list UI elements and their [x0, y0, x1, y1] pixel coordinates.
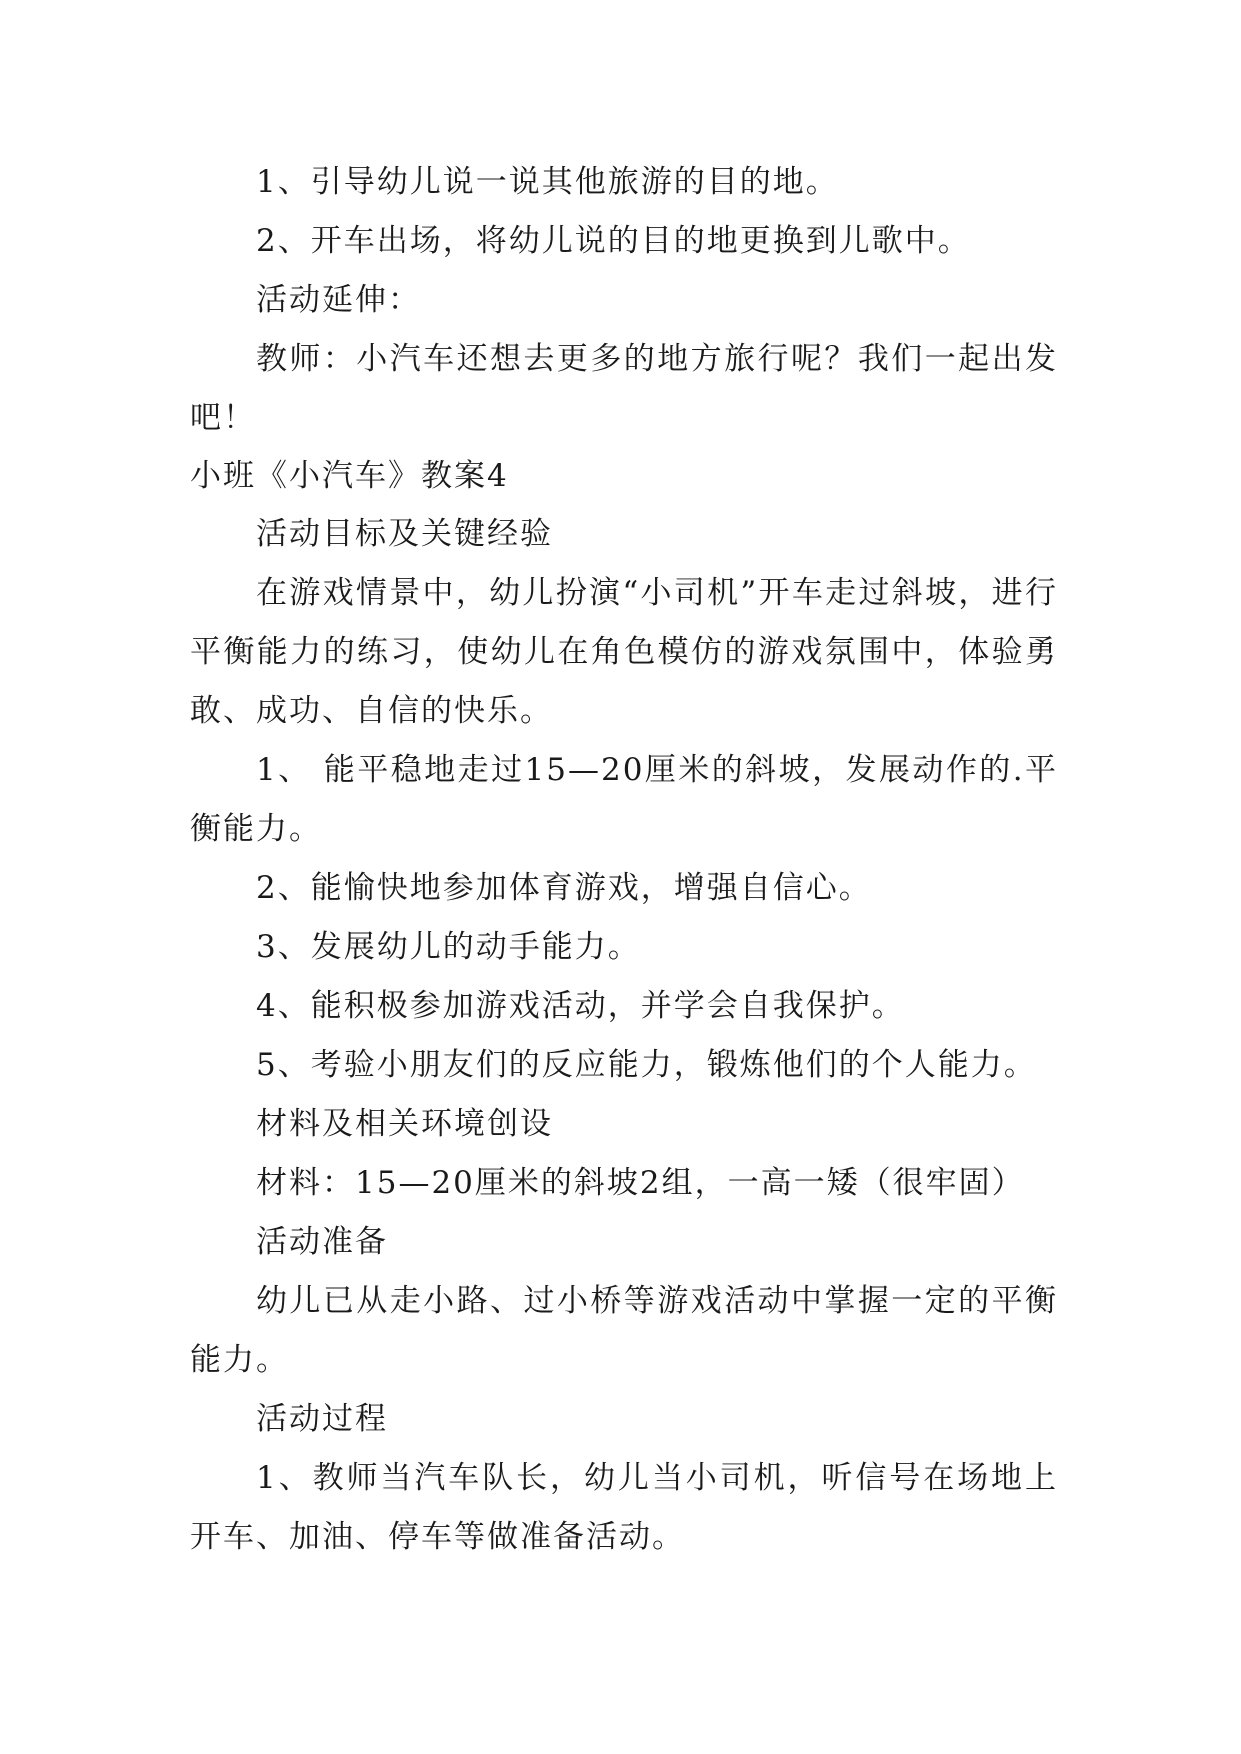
paragraph-goals-intro: 在游戏情景中，幼儿扮演“小司机”开车走过斜坡，进行平衡能力的练习，使幼儿在角色模仿的游戏氛围中，体验勇敢、成功、自信的快乐。	[190, 575, 1058, 729]
heading-materials: 材料及相关环境创设	[256, 1106, 553, 1142]
goal-item-5: 5、考验小朋友们的反应能力，锻炼他们的个人能力。	[256, 1047, 1037, 1083]
goal-item-2: 2、能愉快地参加体育游戏，增强自信心。	[256, 870, 872, 906]
document-body	[190, 153, 1058, 1567]
goal-item-4: 4、能积极参加游戏活动，并学会自我保护。	[256, 988, 905, 1024]
paragraph-drive-out: 2、开车出场，将幼儿说的目的地更换到儿歌中。	[256, 223, 971, 259]
paragraph-preparation: 幼儿已从走小路、过小桥等游戏活动中掌握一定的平衡能力。	[190, 1283, 1058, 1378]
section-title-lesson-4: 小班《小汽车》教案4	[190, 458, 509, 494]
paragraph-guide-destinations: 1、引导幼儿说一说其他旅游的目的地。	[256, 164, 839, 200]
process-item-1: 1、教师当汽车队长，幼儿当小司机，听信号在场地上开车、加油、停车等做准备活动。	[190, 1460, 1058, 1555]
heading-preparation: 活动准备	[256, 1224, 388, 1260]
paragraph-teacher-line: 教师：小汽车还想去更多的地方旅行呢？我们一起出发吧！	[190, 341, 1058, 436]
heading-process: 活动过程	[256, 1401, 388, 1437]
goal-item-3: 3、发展幼儿的动手能力。	[256, 929, 641, 965]
heading-activity-extension: 活动延伸：	[256, 282, 421, 318]
paragraph-materials: 材料：15—20厘米的斜坡2组，一高一矮（很牢固）	[256, 1165, 1025, 1201]
heading-goals: 活动目标及关键经验	[256, 516, 553, 552]
goal-item-1: 1、 能平稳地走过15—20厘米的斜坡，发展动作的.平衡能力。	[190, 752, 1058, 847]
